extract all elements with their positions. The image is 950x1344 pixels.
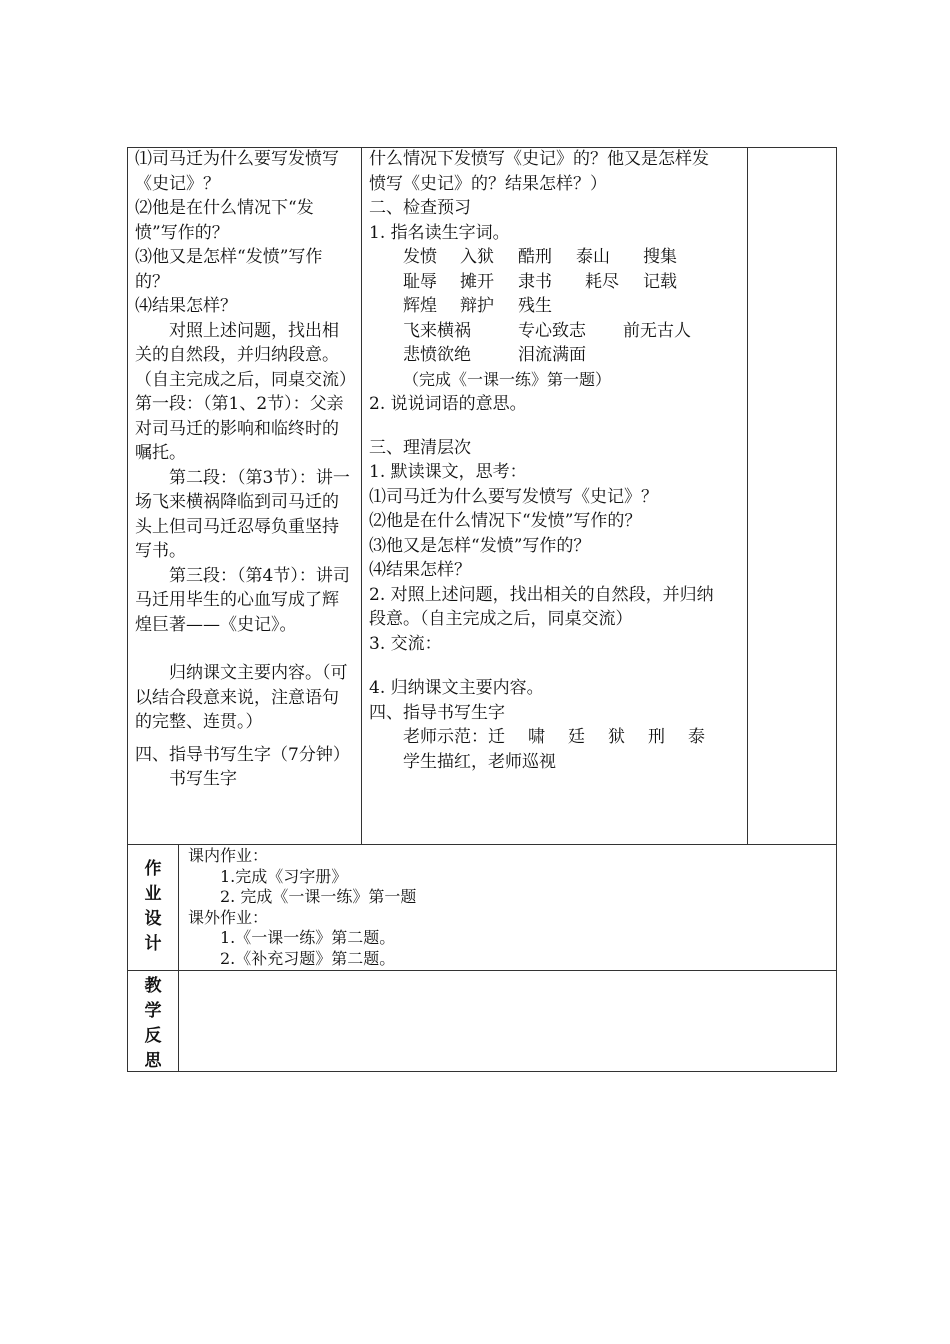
teacher-demo	[369, 725, 744, 750]
word: 耗尽	[585, 271, 619, 292]
word: 摊开	[460, 271, 494, 292]
structure-question-3: ⑶他又是怎样“发愤”写作的？	[369, 535, 591, 556]
word: 飞来横祸	[403, 320, 471, 341]
teacher-demo-label: 老师示范：	[403, 727, 488, 747]
word: 发愤	[403, 247, 437, 267]
left-summary: 归纳课文主要内容。（可以结合段意来说，注意语句的完整、连贯。）	[135, 663, 348, 732]
word-row-1	[369, 245, 744, 270]
after-class-title: 课外作业：	[188, 907, 269, 927]
structure-question-4: ⑷结果怎样？	[369, 560, 471, 580]
demo-char: 啸	[528, 727, 545, 747]
word-row-2	[369, 270, 744, 295]
label-char: 设	[144, 909, 162, 929]
left-write-characters: 书写生字	[135, 769, 237, 789]
after-class-item-2: 2.《补充习题》第二题。	[220, 948, 396, 968]
left-question-4: ⑷结果怎样？	[135, 296, 237, 316]
demo-char: 迁	[488, 727, 505, 747]
demo-char: 刑	[648, 727, 665, 747]
word: 入狱	[460, 247, 494, 267]
word: 前无古人	[623, 320, 691, 341]
section-2-title: 二、检查预习	[369, 198, 471, 218]
structure-question-1: ⑴司马迁为什么要写发愤写《史记》？	[369, 486, 658, 507]
word: 辉煌	[403, 296, 437, 316]
left-section-4-title: 四、指导书写生字（7分钟）	[135, 744, 350, 765]
label-char: 思	[144, 1051, 162, 1071]
demo-char: 狱	[608, 727, 625, 747]
homework-label	[128, 857, 178, 957]
in-class-item-1: 1.完成《习字册》	[220, 866, 348, 886]
column-divider-1	[361, 147, 362, 844]
intro-line-2: 愤写《史记》的？结果怎样？）	[369, 173, 607, 194]
label-char: 教	[144, 976, 162, 996]
column-divider-2	[747, 147, 748, 844]
structure-item-3: 3. 交流：	[369, 633, 442, 654]
practice-note: （完成《一课一练》第一题）	[403, 369, 612, 389]
label-char: 作	[144, 859, 162, 879]
left-paragraph-2: 第二段：（第3节）：讲一场飞来横祸降临到司马迁的头上但司马迁忍辱负重坚持写书。	[135, 467, 350, 561]
word: 泪流满面	[518, 345, 586, 365]
word: 残生	[518, 296, 552, 316]
structure-item-2-line-1: 2. 对照上述问题，找出相关的自然段，并归纳	[369, 584, 714, 605]
row-divider-1	[127, 844, 837, 845]
preview-item-2: 2. 说说词语的意思。	[369, 394, 527, 414]
left-column-notes	[135, 147, 355, 792]
student-tracing: 学生描红，老师巡视	[403, 751, 556, 772]
in-class-title: 课内作业：	[188, 846, 269, 865]
label-char: 计	[144, 934, 162, 954]
left-question-1: ⑴司马迁为什么要写发愤写《史记》？	[135, 149, 339, 194]
word: 辩护	[460, 296, 494, 316]
left-question-2: ⑵他是在什么情况下“发愤”写作的？	[135, 198, 314, 243]
label-char: 学	[144, 1001, 162, 1021]
intro-line-1: 什么情况下发愤写《史记》的？他又是怎样发	[369, 149, 709, 169]
preview-item-1: 1. 指名读生字词。	[369, 222, 510, 243]
after-class-item-1: 1.《一课一练》第二题。	[220, 928, 396, 947]
reflection-label	[128, 974, 178, 1074]
word: 搜集	[643, 247, 677, 267]
demo-char: 泰	[688, 727, 705, 747]
word: 记载	[643, 271, 677, 292]
label-column-divider	[178, 844, 179, 1072]
word: 隶书	[518, 271, 552, 292]
left-paragraph-1: 第一段：（第1、2节）：父亲对司马迁的影响和临终时的嘱托。	[135, 394, 344, 463]
word: 耻辱	[403, 271, 437, 292]
homework-content	[188, 846, 828, 969]
word: 悲愤欲绝	[403, 345, 471, 365]
left-question-3: ⑶他又是怎样“发愤”写作的？	[135, 247, 323, 292]
left-instruction: 对照上述问题，找出相关的自然段，并归纳段意。（自主完成之后，同桌交流）	[135, 320, 356, 390]
section-3-title: 三、理清层次	[369, 437, 471, 458]
label-char: 业	[144, 884, 162, 904]
structure-question-2: ⑵他是在什么情况下“发愤”写作的？	[369, 511, 642, 531]
demo-char: 廷	[568, 727, 585, 747]
word-row-4	[369, 319, 744, 344]
structure-item-4: 4. 归纳课文主要内容。	[369, 678, 544, 698]
left-paragraph-3: 第三段：（第4节）：讲司马迁用毕生的心血写成了辉煌巨著——《史记》。	[135, 565, 350, 635]
word: 泰山	[576, 247, 610, 267]
structure-item-1: 1. 默读课文，思考：	[369, 462, 527, 482]
section-4-title: 四、指导书写生字	[369, 702, 505, 723]
middle-column-procedure	[369, 147, 744, 774]
row-divider-2	[127, 970, 837, 971]
word-row-3	[369, 294, 744, 319]
word: 酷刑	[518, 247, 552, 267]
in-class-item-2: 2. 完成《一课一练》第一题	[220, 887, 417, 906]
word-row-5	[369, 343, 744, 368]
word: 专心致志	[518, 320, 586, 341]
label-char: 反	[144, 1026, 162, 1046]
structure-item-2-line-2: 段意。（自主完成之后，同桌交流）	[369, 609, 633, 629]
